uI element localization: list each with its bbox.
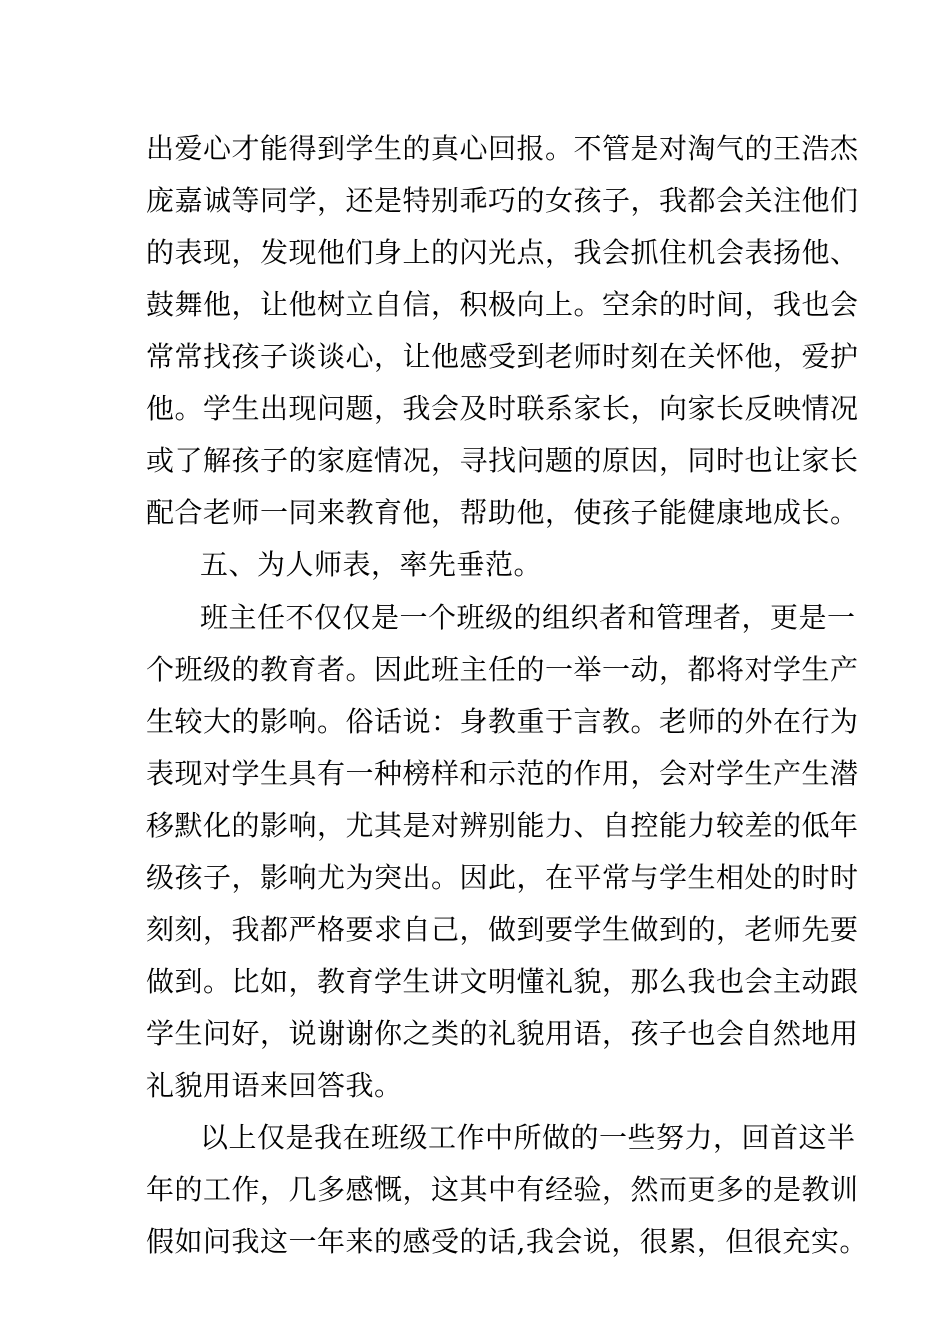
text-line: 配合老师一同来教育他，帮助他，使孩子能健康地成长。 [146,496,859,529]
paragraph-first-line: 班主任不仅仅是一个班级的组织者和管理者，更是一 [200,601,856,634]
text-line: 常常找孩子谈谈心，让他感受到老师时刻在关怀他，爱护 [146,340,859,373]
text-line: 年的工作，几多感慨，这其中有经验，然而更多的是教训 [146,1173,859,1206]
text-line: 学生问好，说谢谢你之类的礼貌用语，孩子也会自然地用 [146,1017,859,1050]
text-line: 做到。比如，教育学生讲文明懂礼貌，那么我也会主动跟 [146,965,859,998]
text-line: 级孩子，影响尤为突出。因此，在平常与学生相处的时时 [146,861,859,894]
text-line: 的表现，发现他们身上的闪光点，我会抓住机会表扬他、 [146,236,859,269]
text-line: 鼓舞他，让他树立自信，积极向上。空余的时间，我也会 [146,288,859,321]
text-line: 或了解孩子的家庭情况，寻找问题的原因，同时也让家长 [146,444,859,477]
text-line: 表现对学生具有一种榜样和示范的作用，会对学生产生潜 [146,757,859,790]
paragraph-first-line: 以上仅是我在班级工作中所做的一些努力，回首这半 [200,1121,856,1154]
text-line: 出爱心才能得到学生的真心回报。不管是对淘气的王浩杰 [146,132,859,165]
section-heading: 五、为人师表，率先垂范。 [200,548,543,581]
text-line: 假如问我这一年来的感受的话,我会说，很累，但很充实。 [146,1225,868,1258]
text-line: 他。学生出现问题，我会及时联系家长，向家长反映情况 [146,392,859,425]
text-line: 移默化的影响，尤其是对辨别能力、自控能力较差的低年 [146,809,859,842]
text-line: 刻刻，我都严格要求自己，做到要学生做到的，老师先要 [146,913,859,946]
text-line: 生较大的影响。俗话说：身教重于言教。老师的外在行为 [146,705,859,738]
text-line: 庞嘉诚等同学，还是特别乖巧的女孩子，我都会关注他们 [146,184,859,217]
text-line: 个班级的教育者。因此班主任的一举一动，都将对学生产 [146,653,859,686]
text-line: 礼貌用语来回答我。 [146,1069,403,1102]
